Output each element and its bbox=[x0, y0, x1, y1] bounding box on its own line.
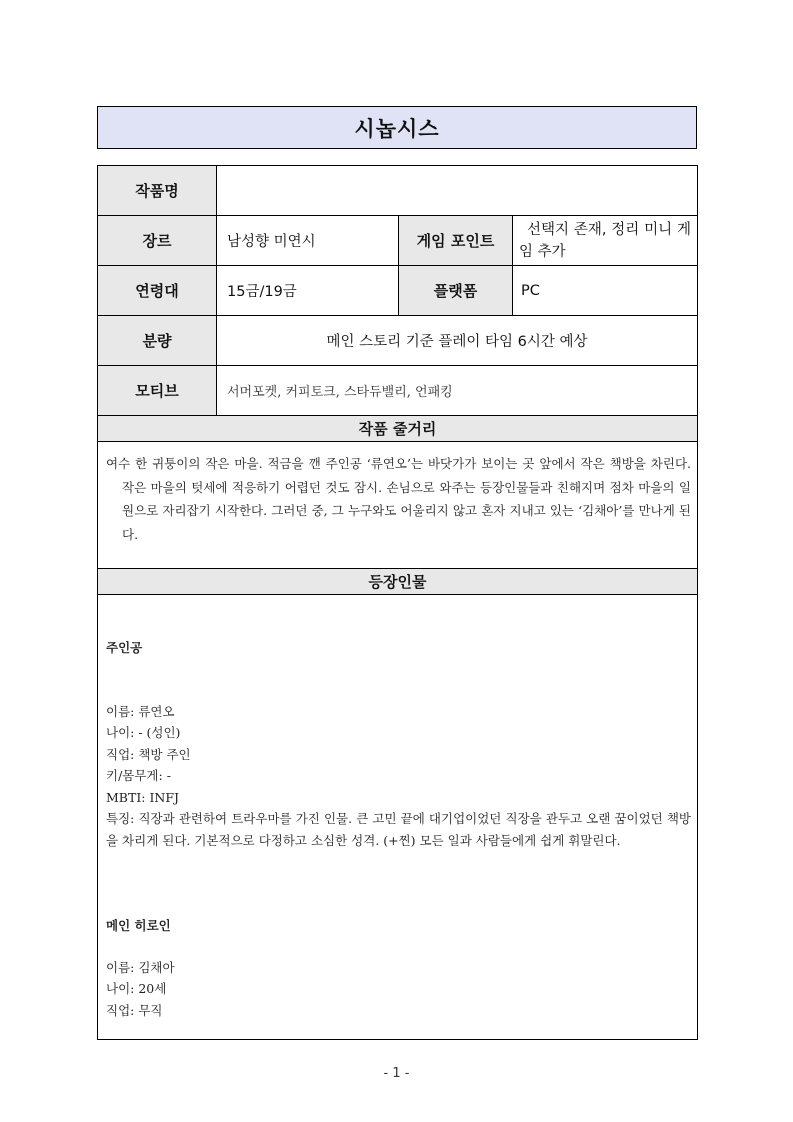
protagonist-name: 이름: 류연오 bbox=[106, 703, 175, 719]
label-age-rating: 연령대 bbox=[98, 266, 217, 315]
protagonist-traits: 특징: 직장과 관련하여 트라우마를 가진 인물. 큰 고민 끝에 대기업이었던 직장을 관두고 오랜 꿈이었던 책방을 차리게 된다. 기본적으로 다정하고 소심한 성격. (+찐) 모든 일과 사람들에게 쉽게 휘말린다. bbox=[106, 811, 691, 848]
label-game-point: 게임 포인트 bbox=[399, 216, 513, 265]
value-game-point-text: 선택지 존재, 정리 미니 게임 추가 bbox=[519, 221, 691, 260]
synopsis-table bbox=[97, 165, 698, 1040]
value-game-point bbox=[513, 216, 697, 265]
plot-section bbox=[98, 442, 697, 569]
value-volume: 메인 스토리 기준 플레이 타임 6시간 예상 bbox=[326, 334, 588, 350]
label-platform: 플랫폼 bbox=[399, 266, 513, 315]
value-motif: 서머포켓, 커피토크, 스타듀밸리, 언패킹 bbox=[227, 385, 453, 400]
heroine-job: 직업: 무직 bbox=[106, 1002, 163, 1018]
characters-section bbox=[98, 595, 697, 1039]
heroine-name: 이름: 김채아 bbox=[106, 959, 175, 975]
value-platform: PC bbox=[521, 282, 540, 299]
page-number: - 1 - bbox=[383, 1066, 410, 1081]
characters-heading: 등장인물 bbox=[98, 569, 697, 595]
protagonist-body: 키/몸무게: - bbox=[106, 768, 171, 783]
document-title: 시놉시스 bbox=[97, 106, 697, 149]
row-volume bbox=[98, 316, 697, 366]
row-genre bbox=[98, 216, 697, 266]
value-age-rating: 15금/19금 bbox=[217, 266, 399, 315]
value-work-title bbox=[217, 166, 697, 215]
row-motif bbox=[98, 366, 697, 416]
value-genre: 남성향 미연시 bbox=[217, 216, 399, 265]
label-work-title: 작품명 bbox=[98, 166, 217, 215]
label-motif: 모티브 bbox=[98, 366, 217, 415]
heroine-age: 나이: 20세 bbox=[106, 981, 167, 996]
label-volume: 분량 bbox=[98, 316, 217, 365]
row-work-title bbox=[98, 166, 697, 216]
protagonist-mbti: MBTI: INFJ bbox=[106, 789, 180, 805]
row-age-rating bbox=[98, 266, 697, 316]
protagonist-role: 주인공 bbox=[106, 640, 143, 655]
plot-heading: 작품 줄거리 bbox=[98, 416, 697, 442]
protagonist-age: 나이: - (성인) bbox=[106, 725, 181, 740]
heroine-role: 메인 히로인 bbox=[106, 918, 171, 933]
label-genre: 장르 bbox=[98, 216, 217, 265]
protagonist-job: 직업: 책방 주인 bbox=[106, 746, 191, 762]
plot-text: 여수 한 귀퉁이의 작은 마을. 적금을 깬 주인공 ‘류연오’는 바닷가가 보이는 곳 앞에서 작은 책방을 차린다. 작은 마을의 텃세에 적응하기 어렵던 것도 잠시. 손님으로 와주는 등장인물들과 친해지며 점차 마을의 일원으로 자리잡기 시작한다. 그러던 중, 그 누구와도 어울리지 않고 혼자 지내고 있는 ‘김채아’를 만나게 된다. bbox=[106, 456, 691, 542]
